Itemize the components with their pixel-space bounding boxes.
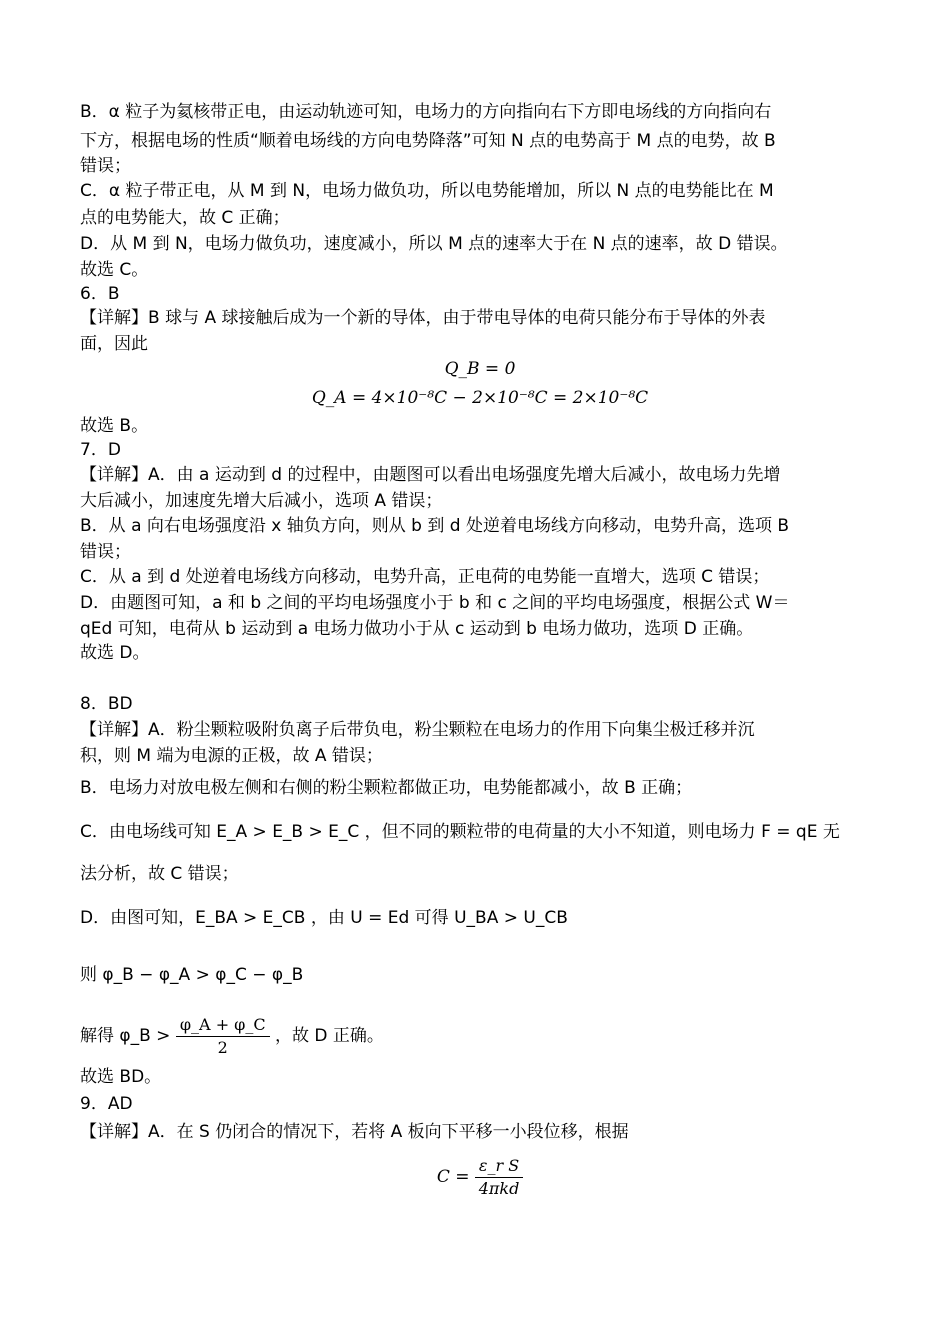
text-line: 积，则 M 端为电源的正极，故 A 错误； (80, 746, 383, 766)
text-line: 故选 D。 (80, 643, 150, 663)
text-line: C．从 a 到 d 处逆着电场线方向移动，电势升高，正电荷的电势能一直增大，选项 C 错误； (80, 567, 770, 587)
text-line: 错误； (80, 156, 131, 176)
formula-qa: Q_A = 4×10⁻⁸C − 2×10⁻⁸C = 2×10⁻⁸C (311, 388, 649, 408)
text-line: 大后减小，加速度先增大后减小，选项 A 错误； (80, 491, 443, 511)
text-line: 面，因此 (80, 334, 148, 354)
phi-suffix: ，故 D 正确。 (275, 1026, 384, 1046)
cap-denominator: 4πkd (478, 1178, 520, 1198)
formula-phi-line (80, 1012, 880, 1060)
phi-denominator: 2 (217, 1037, 228, 1057)
text-line: 则 φ_B − φ_A > φ_C − φ_B (80, 965, 304, 985)
text-line: 故选 B。 (80, 416, 149, 436)
phi-fraction (176, 1014, 270, 1059)
cap-numerator: ε_r S (475, 1155, 523, 1178)
text-line: 【详解】A．由 a 运动到 d 的过程中，由题图可以看出电场强度先增大后减小，故电场力先增 (80, 465, 781, 485)
text-line: 【详解】B 球与 A 球接触后成为一个新的导体，由于带电导体的电荷只能分布于导体的外表 (80, 308, 766, 328)
text-line: D．从 M 到 N，电场力做负功，速度减小，所以 M 点的速率大于在 N 点的速率，故 D 错误。 (80, 234, 788, 254)
text-line: C．由电场线可知 E_A > E_B > E_C ，但不同的颗粒带的电荷量的大小不知道，则电场力 F = qE 无 (80, 822, 840, 842)
text-line: 【详解】A．粉尘颗粒吸附负离子后带负电，粉尘颗粒在电场力的作用下向集尘极迁移并沉 (80, 720, 755, 740)
phi-prefix: 解得 φ_B > (80, 1026, 171, 1046)
text-line: B．从 a 向右电场强度沿 x 轴负方向，则从 b 到 d 处逆着电场线方向移动，电势升高，选项 B (80, 516, 790, 536)
formula-qb: Q_B = 0 (444, 359, 516, 379)
text-line: 【详解】A．在 S 仍闭合的情况下，若将 A 板向下平移一小段位移，根据 (80, 1122, 629, 1142)
phi-numerator: φ_A + φ_C (176, 1014, 270, 1037)
text-line: 法分析，故 C 错误； (80, 864, 239, 884)
text-line: 点的电势能大，故 C 正确； (80, 208, 290, 228)
text-line: 9．AD (80, 1094, 133, 1114)
cap-lhs: C = (436, 1167, 470, 1187)
text-line: 8．BD (80, 694, 133, 714)
text-line: qEd 可知，电荷从 b 运动到 a 电场力做功小于从 c 运动到 b 电场力做功，选项 D 正确。 (80, 619, 754, 639)
cap-fraction (475, 1155, 523, 1200)
text-line: 故选 BD。 (80, 1067, 162, 1087)
text-line: C．α 粒子带正电，从 M 到 N，电场力做负功，所以电势能增加，所以 N 点的电势能比在 M (80, 181, 774, 201)
text-line: 错误； (80, 542, 131, 562)
text-line: 7．D (80, 440, 121, 460)
text-line: 下方，根据电场的性质“顺着电场线的方向电势降落”可知 N 点的电势高于 M 点的电势，故 B (80, 131, 776, 151)
text-line: B．电场力对放电极左侧和右侧的粉尘颗粒都做正功，电势能都减小，故 B 正确； (80, 778, 693, 798)
text-line: D．由题图可知，a 和 b 之间的平均电场强度小于 b 和 c 之间的平均电场强度，根据公式 W＝ (80, 593, 790, 613)
formula-capacitance (80, 1150, 880, 1204)
text-line: 6．B (80, 284, 120, 304)
text-line: D．由图可知，E_BA > E_CB ，由 U = Ed 可得 U_BA > U_CB (80, 908, 568, 928)
text-line: B．α 粒子为氦核带正电，由运动轨迹可知，电场力的方向指向右下方即电场线的方向指向右 (80, 102, 772, 122)
text-line: 故选 C。 (80, 260, 149, 280)
